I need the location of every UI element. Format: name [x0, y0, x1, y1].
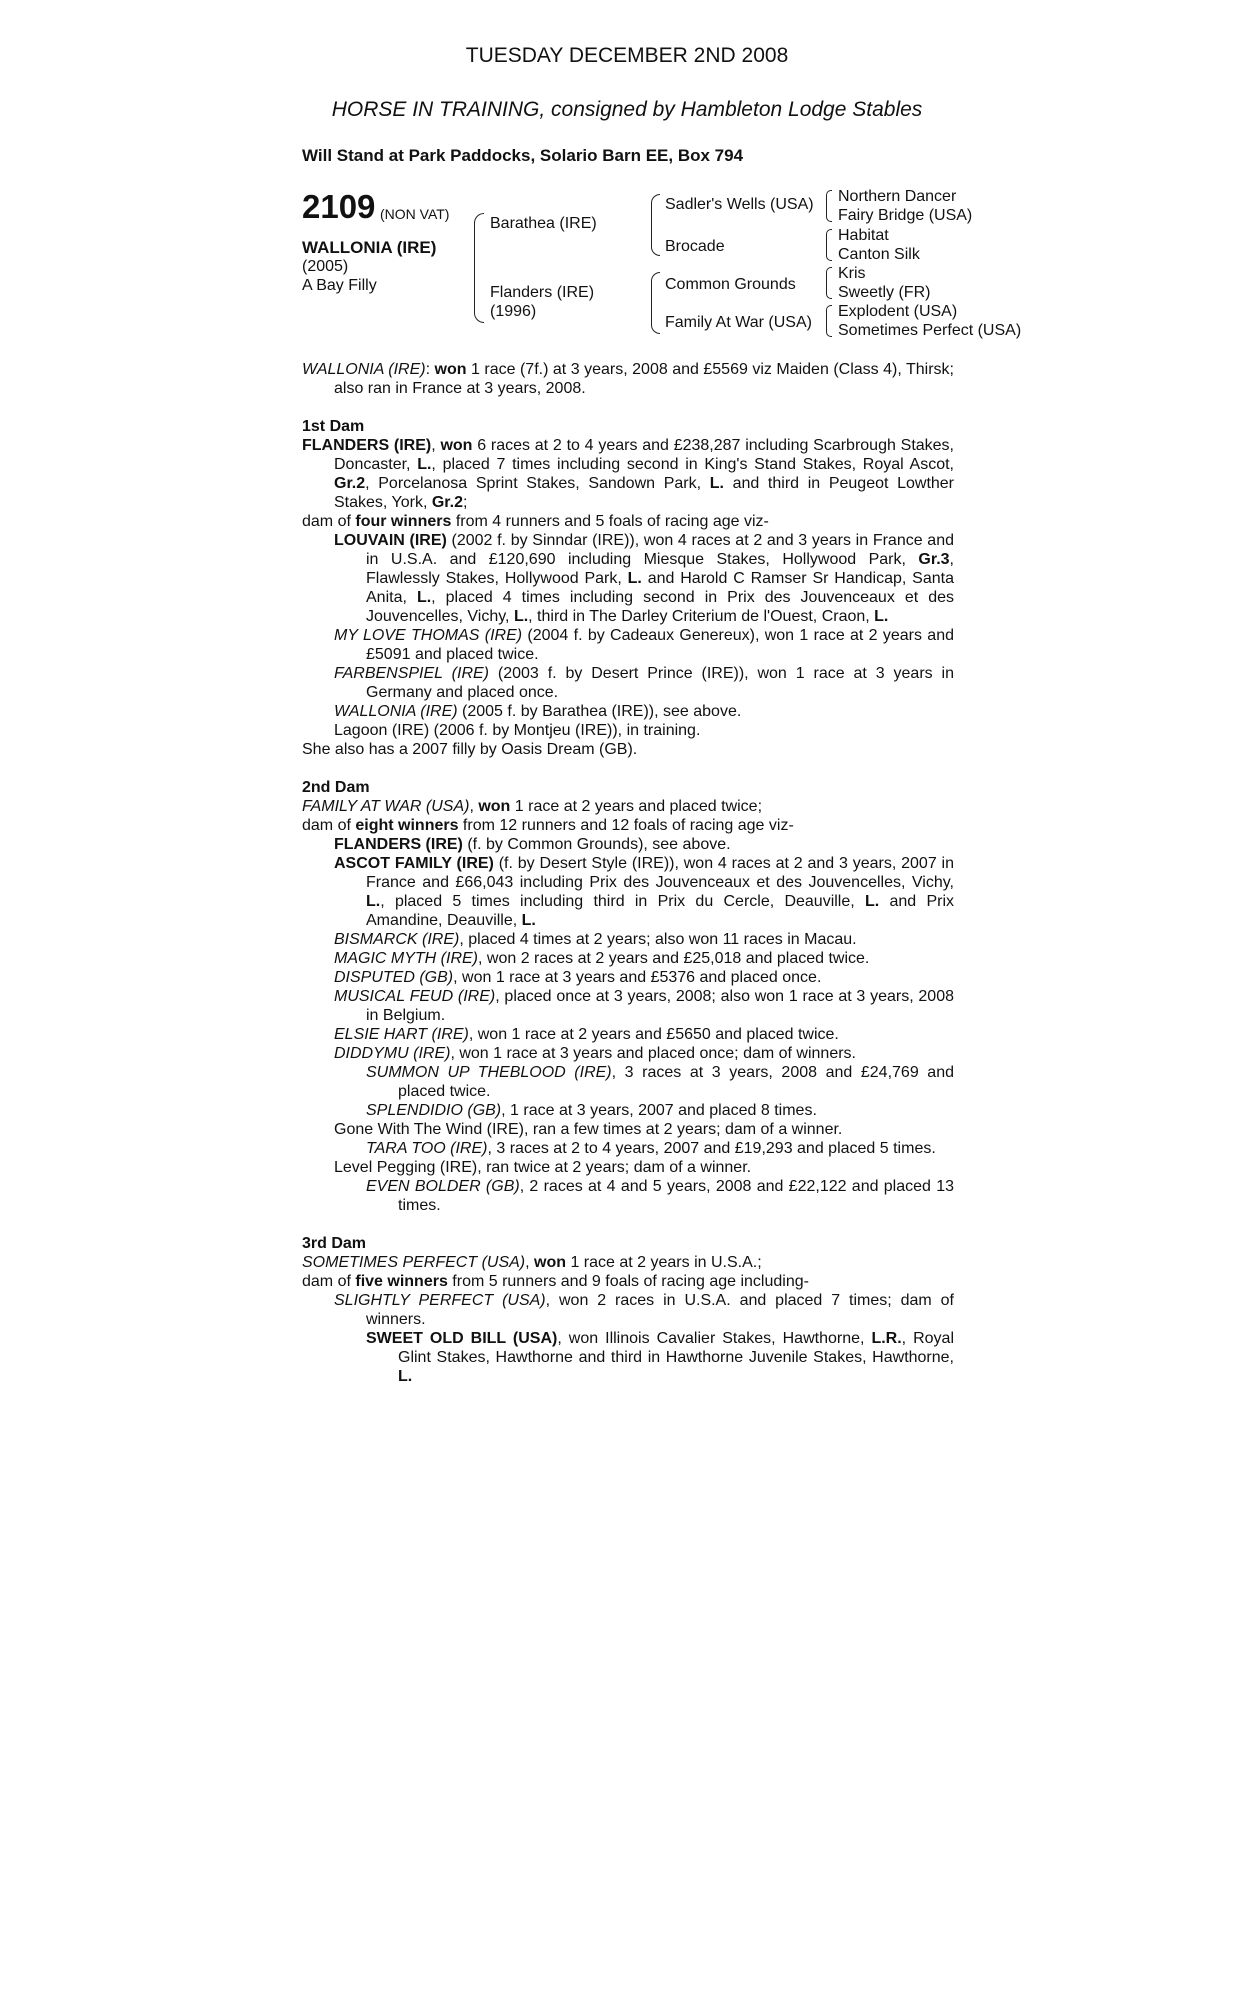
lot-number: 2109 [302, 188, 376, 225]
pedigree-gen3-8: Sometimes Perfect (USA) [838, 322, 1022, 339]
second-dam-record: FAMILY AT WAR (USA), won 1 race at 2 years and placed twice; [302, 798, 763, 815]
horse-name: WALLONIA (IRE) [302, 238, 437, 257]
third-dam-record: SOMETIMES PERFECT (USA), won 1 race at 2 years in U.S.A.; [302, 1254, 762, 1271]
pedigree-gen3-7: Explodent (USA) [838, 303, 958, 320]
produce-entry: DISPUTED (GB), won 1 race at 3 years and £5376 and placed once. [334, 969, 822, 986]
pedigree-brace [826, 305, 832, 337]
stand-location: Will Stand at Park Paddocks, Solario Barn EE, Box 794 [302, 146, 744, 165]
produce-entry: WALLONIA (IRE) (2005 f. by Barathea (IRE)), see above. [334, 703, 742, 720]
grand-produce-entry: SPLENDIDIO (GB), 1 race at 3 years, 2007 and placed 8 times. [366, 1102, 817, 1119]
second-dam-heading: 2nd Dam [302, 779, 370, 796]
produce-entry: ASCOT FAMILY (IRE) (f. by Desert Style (IRE)), won 4 races at 2 and 3 years, 2007 in France and £66,043 including Prix des Jouvenceaux et des Jouvencelles, Vichy, L., placed 5 times including third in Prix du Cercle, Deauville, L. and Prix Amandine, Deauville, L. [334, 855, 955, 929]
horse-description: A Bay Filly [302, 277, 377, 294]
first-dam-summary: dam of four winners from 4 runners and 5 foals of racing age viz- [302, 513, 769, 530]
pedigree-gen3-1: Northern Dancer [838, 188, 957, 205]
second-dam-summary: dam of eight winners from 12 runners and 12 foals of racing age viz- [302, 817, 794, 834]
produce-entry: ELSIE HART (IRE), won 1 race at 2 years and £5650 and placed twice. [334, 1026, 839, 1043]
produce-entry: Gone With The Wind (IRE), ran a few times at 2 years; dam of a winner. [334, 1121, 843, 1138]
pedigree-dam-sire: Common Grounds [665, 276, 796, 293]
pedigree-brace [651, 272, 660, 334]
pedigree-sire-dam: Brocade [665, 238, 725, 255]
produce-entry: LOUVAIN (IRE) (2002 f. by Sinndar (IRE)), won 4 races at 2 and 3 years in France and in U.S.A. and £120,690 including Miesque Stakes, Hollywood Park, Gr.3, Flawlessly Stakes, Hollywood Park, L. and Harold C Ramser Sr Handicap, Santa Anita, L., placed 4 times including second in Prix des Jouvenceaux et des Jouvencelles, Vichy, L., third in The Darley Criterium de l'Ouest, Craon, L. [334, 532, 955, 625]
pedigree-gen3-2: Fairy Bridge (USA) [838, 207, 973, 224]
pedigree-gen3-4: Canton Silk [838, 246, 920, 263]
first-dam-record: FLANDERS (IRE), won 6 races at 2 to 4 years and £238,287 including Scarbrough Stakes, Doncaster, L., placed 7 times including second in King's Stand Stakes, Royal Ascot, Gr.2, Porcelanosa Sprint Stakes, Sandown Park, L. and third in Peugeot Lowther Stakes, York, Gr.2; [302, 437, 955, 511]
produce-entry: Level Pegging (IRE), ran twice at 2 years; dam of a winner. [334, 1159, 752, 1176]
pedigree-dam-year: (1996) [490, 303, 537, 320]
sale-date: TUESDAY DECEMBER 2ND 2008 [465, 44, 789, 67]
pedigree-brace [474, 213, 484, 323]
produce-entry: MY LOVE THOMAS (IRE) (2004 f. by Cadeaux Genereux), won 1 race at 2 years and £5091 and placed twice. [334, 627, 954, 663]
pedigree-brace [826, 267, 832, 299]
grand-produce-entry: SUMMON UP THEBLOOD (IRE), 3 races at 3 years, 2008 and £24,769 and placed twice. [366, 1064, 954, 1100]
third-dam-summary: dam of five winners from 5 runners and 9 foals of racing age including- [302, 1273, 809, 1290]
third-dam-heading: 3rd Dam [302, 1235, 367, 1252]
grand-produce-entry: SWEET OLD BILL (USA), won Illinois Cavalier Stakes, Hawthorne, L.R., Royal Glint Stakes, Hawthorne and third in Hawthorne Juvenile Stakes, Hawthorne, L. [366, 1330, 955, 1385]
produce-entry: Lagoon (IRE) (2006 f. by Montjeu (IRE)), in training. [334, 722, 701, 739]
produce-entry: SLIGHTLY PERFECT (USA), won 2 races in U.S.A. and placed 7 times; dam of winners. [334, 1292, 954, 1328]
produce-entry: MUSICAL FEUD (IRE), placed once at 3 years, 2008; also won 1 race at 3 years, 2008 in Belgium. [334, 988, 954, 1024]
produce-entry: FARBENSPIEL (IRE) (2003 f. by Desert Prince (IRE)), won 1 race at 3 years in Germany and placed once. [334, 665, 954, 701]
grand-produce-entry: EVEN BOLDER (GB), 2 races at 4 and 5 years, 2008 and £22,122 and placed 13 times. [366, 1178, 954, 1214]
pedigree-dam: Flanders (IRE) [490, 284, 595, 301]
produce-entry: DIDDYMU (IRE), won 1 race at 3 years and placed once; dam of winners. [334, 1045, 856, 1062]
grand-produce-entry: TARA TOO (IRE), 3 races at 2 to 4 years, 2007 and £19,293 and placed 5 times. [366, 1140, 936, 1157]
lot-summary: WALLONIA (IRE): won 1 race (7f.) at 3 years, 2008 and £5569 viz Maiden (Class 4), Thirsk; also ran in France at 3 years, 2008. [302, 361, 955, 397]
produce-entry: FLANDERS (IRE) (f. by Common Grounds), see above. [334, 836, 731, 853]
consignment-line: HORSE IN TRAINING, consigned by Hambleton Lodge Stables [331, 98, 923, 121]
vat-status: (NON VAT) [380, 206, 450, 222]
pedigree-dam-dam: Family At War (USA) [665, 314, 812, 331]
produce-note: She also has a 2007 filly by Oasis Dream (GB). [302, 741, 638, 758]
pedigree-sire-sire: Sadler's Wells (USA) [665, 196, 814, 213]
horse-year: (2005) [302, 258, 349, 275]
catalogue-body [302, 360, 954, 1386]
pedigree-brace [826, 190, 832, 222]
produce-entry: MAGIC MYTH (IRE), won 2 races at 2 years and £25,018 and placed twice. [334, 950, 870, 967]
pedigree-brace [651, 194, 660, 256]
pedigree-gen3-5: Kris [838, 265, 866, 282]
pedigree-sire: Barathea (IRE) [490, 215, 597, 232]
first-dam-heading: 1st Dam [302, 418, 365, 435]
produce-entry: BISMARCK (IRE), placed 4 times at 2 years; also won 11 races in Macau. [334, 931, 857, 948]
pedigree-gen3-3: Habitat [838, 227, 889, 244]
pedigree-gen3-6: Sweetly (FR) [838, 284, 931, 301]
pedigree-brace [826, 229, 832, 261]
